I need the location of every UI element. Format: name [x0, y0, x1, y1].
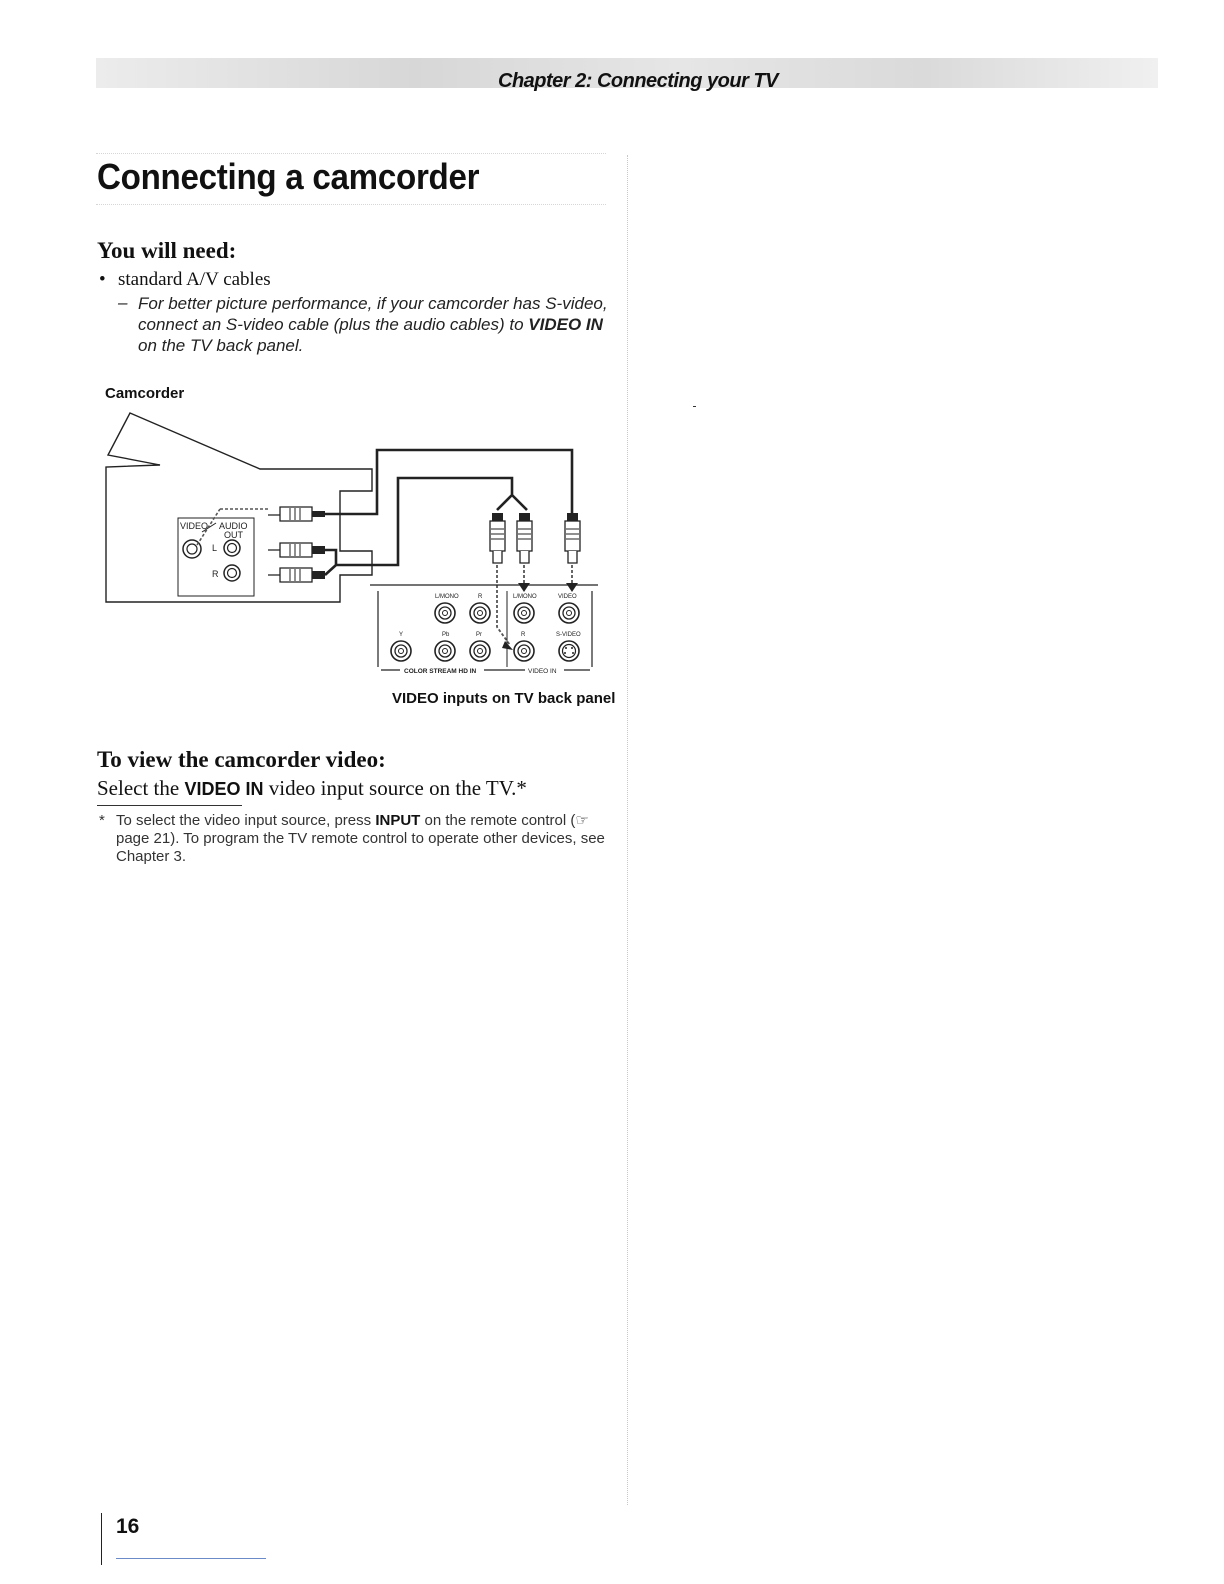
footnote-text: To select the video input source, press INPUT on the remote control (☞ page 21). To program the TV remote control to operate other devices, see Chapter 3. [116, 812, 605, 865]
video-plug-tv [565, 513, 580, 563]
title-rule-bottom [96, 204, 606, 205]
tv-y-label: Y [399, 632, 404, 638]
page-number: 16 [116, 1515, 140, 1538]
tv-r-label-2: R [521, 632, 526, 638]
jack-r-label: R [212, 569, 219, 579]
camcorder-outline [106, 413, 372, 602]
audio-l-plug-tv [490, 513, 505, 563]
tv-video-in-audio-l-jack [514, 603, 534, 623]
page-number-bar [101, 1513, 102, 1565]
video-arrowhead [566, 583, 578, 592]
tv-lmono-label-1: L/MONO [435, 594, 459, 600]
note-text: For better picture performance, if your camcorder has S-video, connect an S-video cable (plus the audio cables) to VIDEO IN on the TV back panel. [138, 294, 608, 355]
note-keyword: VIDEO IN [528, 315, 603, 334]
jack-video-label: VIDEO [180, 521, 209, 531]
chapter-title: Chapter 2: Connecting your TV [498, 70, 778, 92]
audio-r-plug-cam [268, 568, 325, 582]
page-title: Connecting a camcorder [97, 156, 480, 197]
jack-l-label: L [212, 543, 218, 553]
tv-svideo-label: S-VIDEO [556, 632, 581, 638]
tv-hd-audio-r-jack [470, 603, 490, 623]
stray-mark [693, 406, 696, 407]
jack-out-label: OUT [224, 530, 243, 540]
view-keyword: VIDEO IN [184, 779, 264, 799]
bullet-dot: • [99, 269, 106, 290]
connection-diagram [100, 405, 610, 695]
tv-hd-audio-l-jack [435, 603, 455, 623]
tv-svideo-jack [559, 641, 579, 661]
tv-pb-jack [435, 641, 455, 661]
tv-colorstream-label: COLOR STREAM HD IN [404, 668, 477, 675]
tv-lmono-label-2: L/MONO [513, 594, 537, 600]
camcorder-audio-r-jack [224, 565, 240, 581]
footnote-keyword: INPUT [375, 812, 421, 829]
bullet-text: standard A/V cables [118, 269, 271, 290]
tv-video-in-label: VIDEO IN [528, 668, 557, 675]
need-heading: You will need: [97, 238, 237, 263]
tv-pb-label: Pb [442, 632, 450, 638]
video-plug-cam [268, 507, 325, 521]
page-number-rule [116, 1558, 266, 1559]
tv-pr-jack [470, 641, 490, 661]
page-reference-icon: ☞ [575, 812, 589, 829]
footnote-rule [97, 805, 242, 806]
jack-audio-label: AUDIO [219, 521, 248, 531]
camcorder-audio-l-jack [224, 540, 240, 556]
audio-l-arrow [497, 565, 510, 645]
diagram-caption: VIDEO inputs on TV back panel [392, 690, 616, 707]
view-heading: To view the camcorder video: [97, 747, 386, 772]
tv-video-in-video-jack [559, 603, 579, 623]
tv-pr-label: Pr [476, 632, 482, 638]
video-cable [325, 450, 572, 514]
footnote-star: * [99, 812, 105, 829]
view-instruction: Select the VIDEO IN video input source on the TV.* [97, 776, 527, 800]
audio-r-arrowhead [518, 583, 530, 592]
tv-video-label: VIDEO [558, 594, 577, 600]
audio-l-plug-cam [268, 543, 325, 557]
audio-r-plug-tv [517, 513, 532, 563]
tv-r-label-1: R [478, 594, 483, 600]
column-divider [627, 155, 628, 1505]
tv-y-jack [391, 641, 411, 661]
note-dash: – [118, 293, 128, 312]
camcorder-label: Camcorder [105, 385, 185, 402]
tv-video-in-audio-r-jack [514, 641, 534, 661]
title-rule-top [96, 153, 606, 154]
